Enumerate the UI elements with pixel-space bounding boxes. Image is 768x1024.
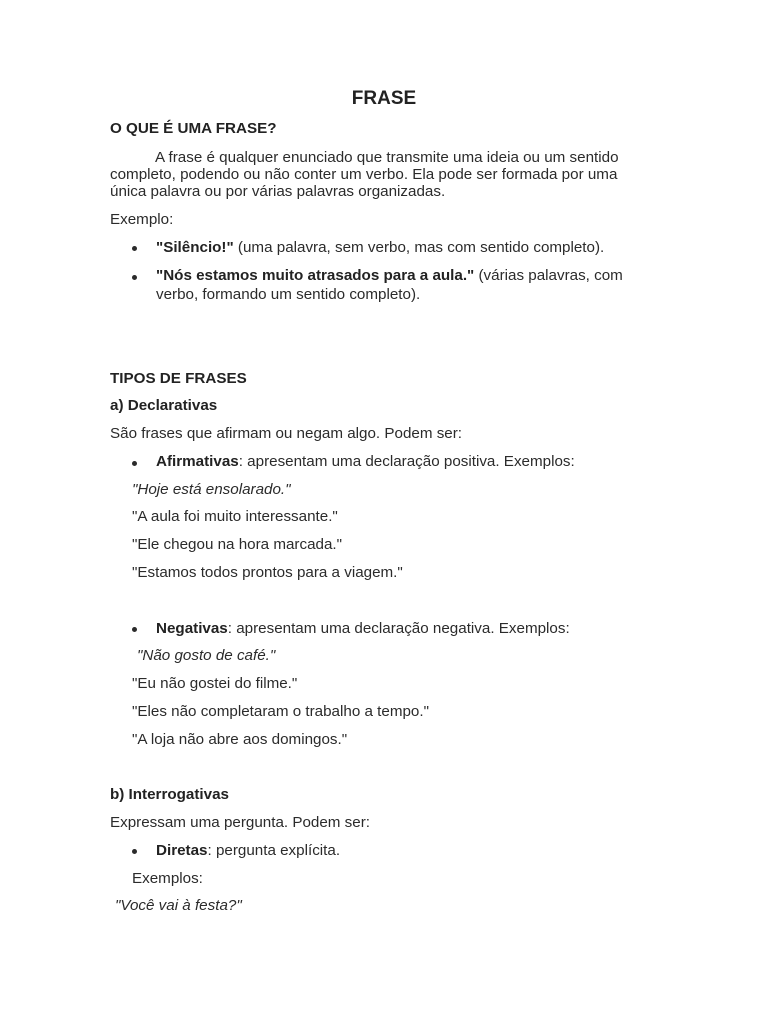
- afirmativas-item: [156, 453, 575, 471]
- definition-line-1: A frase é qualquer enunciado que transmite uma ideia ou um sentido: [155, 149, 619, 166]
- section-heading-types: TIPOS DE FRASES: [110, 370, 247, 387]
- afirmativa-example: "Ele chegou na hora marcada.": [132, 536, 343, 553]
- example-bold-text: "Nós estamos muito atrasados para a aula.": [156, 267, 475, 284]
- declarativas-intro: São frases que afirmam ou negam algo. Podem ser:: [110, 425, 463, 442]
- negativa-example: "A loja não abre aos domingos.": [132, 731, 348, 748]
- interrogativas-intro: Expressam uma pergunta. Podem ser:: [110, 814, 370, 831]
- subheading-interrogativas: b) Interrogativas: [110, 786, 229, 803]
- bullet-icon: [132, 246, 137, 251]
- negativas-item: [156, 620, 570, 638]
- bullet-icon: [132, 275, 137, 280]
- example-bold-text: "Silêncio!": [156, 239, 234, 256]
- negativa-example: "Eles não completaram o trabalho a tempo.": [132, 703, 429, 720]
- afirmativas-desc: : apresentam uma declaração positiva. Exemplos:: [238, 453, 575, 470]
- definition-line-2: completo, podendo ou não conter um verbo. Ela pode ser formada por uma: [110, 166, 618, 183]
- section-heading-what-is-sentence: O QUE É UMA FRASE?: [110, 120, 277, 137]
- subheading-declarativas: a) Declarativas: [110, 397, 218, 414]
- negativa-example: "Eu não gostei do filme.": [132, 675, 298, 692]
- negativas-desc: : apresentam uma declaração negativa. Exemplos:: [227, 620, 570, 637]
- bullet-icon: [132, 849, 137, 854]
- example-bullet-atrasados-line2: verbo, formando um sentido completo).: [156, 286, 421, 303]
- example-bullet-atrasados: [156, 267, 623, 285]
- bullet-icon: [132, 461, 137, 466]
- bullet-icon: [132, 627, 137, 632]
- diretas-examples-label: Exemplos:: [132, 870, 203, 887]
- negativa-example: "Não gosto de café.": [137, 647, 276, 664]
- diretas-example: "Você vai à festa?": [115, 897, 242, 914]
- diretas-item: [156, 842, 340, 860]
- afirmativa-example: "Estamos todos prontos para a viagem.": [132, 564, 403, 581]
- afirmativas-term: Afirmativas: [156, 453, 239, 470]
- diretas-term: Diretas: [156, 842, 208, 859]
- example-bullet-silencio: [156, 239, 604, 257]
- afirmativa-example: "Hoje está ensolarado.": [132, 481, 291, 498]
- document-title: FRASE: [351, 88, 417, 109]
- example-rest-text: (várias palavras, com: [474, 267, 623, 284]
- definition-line-3: única palavra ou por várias palavras organizadas.: [110, 183, 446, 200]
- diretas-desc: : pergunta explícita.: [207, 842, 341, 859]
- negativas-term: Negativas: [156, 620, 228, 637]
- afirmativa-example: "A aula foi muito interessante.": [132, 508, 338, 525]
- example-label: Exemplo:: [110, 211, 174, 228]
- example-rest-text: (uma palavra, sem verbo, mas com sentido completo).: [233, 239, 605, 256]
